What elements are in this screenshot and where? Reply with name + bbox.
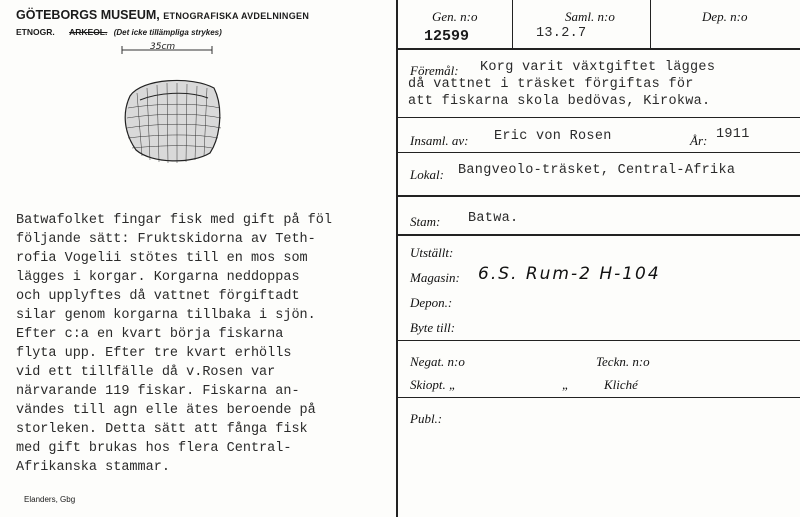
utstallt-label: Utställt:	[410, 245, 454, 260]
negat-label: Negat. n:o	[410, 354, 465, 369]
description-line: och upplyftes då vattnet förgiftadt	[16, 289, 300, 304]
saml-label: Saml. n:o	[565, 9, 615, 24]
stam-value: Batwa.	[468, 211, 519, 226]
description-text	[16, 211, 382, 477]
foremal-line: att fiskarna skola bedövas, Kirokwa.	[408, 94, 711, 109]
box-divider	[512, 0, 513, 48]
description-line: följande sätt: Fruktskidorna av Teth-	[16, 232, 316, 247]
foremal-line: då vattnet i träsket förgiftas för	[408, 77, 694, 92]
department-name: ETNOGRAFISKA AVDELNINGEN	[163, 11, 310, 21]
category-arkeol: ARKEOL.	[69, 27, 108, 37]
description-line: Batwafolket fingar fisk med gift på föl	[16, 213, 332, 228]
description-line: Efter c:a en kvart börja fiskarna	[16, 327, 284, 342]
strike-note: (Det icke tillämpliga strykes)	[113, 28, 222, 37]
description-line: flyta upp. Efter tre kvart erhölls	[16, 346, 292, 361]
sketch-measure: 35cm	[150, 42, 176, 52]
description-line: rofia Vogelii stötes till en mos som	[16, 251, 308, 266]
section-rule	[398, 340, 800, 341]
description-line: närvarande 119 fiskar. Fiskarna an-	[16, 384, 300, 399]
section-rule	[398, 117, 800, 118]
insaml-value: Eric von Rosen	[494, 129, 612, 144]
section-rule	[398, 397, 800, 398]
byte-label: Byte till:	[410, 320, 456, 335]
description-line: med gift brukas hos flera Central-	[16, 441, 292, 456]
lokal-label: Lokal:	[410, 167, 444, 182]
gen-label: Gen. n:o	[432, 9, 478, 24]
lokal-value: Bangveolo-träsket, Central-Afrika	[458, 163, 736, 178]
section-rule	[398, 152, 800, 153]
teckn-label: Teckn. n:o	[596, 354, 650, 369]
box-divider	[650, 0, 651, 48]
description-line: silar genom korgarna tillbaka i sjön.	[16, 308, 316, 323]
category-etnogr: ETNOGR.	[16, 27, 55, 37]
skiopt-label: Skiopt. „	[410, 377, 457, 392]
magasin-value: 6.S. Rum-2 H-104	[478, 264, 661, 284]
magasin-label: Magasin:	[410, 270, 460, 285]
description-line: vändes till agn elle ätes beroende på	[16, 403, 316, 418]
card-divider	[396, 0, 398, 517]
description-line: vid ett tillfälle då v.Rosen var	[16, 365, 276, 380]
kliche-label: Kliché	[604, 377, 638, 392]
description-line: storleken. Detta sätt att fånga fisk	[16, 422, 308, 437]
skiopt-mark: „	[562, 377, 570, 392]
printer-mark: Elanders, Gbg	[24, 495, 76, 504]
insaml-label: Insaml. av:	[410, 133, 469, 148]
publ-label: Publ.:	[410, 411, 443, 426]
ar-label: År:	[690, 133, 708, 148]
basket-sketch	[112, 38, 232, 168]
stam-label: Stam:	[410, 214, 441, 229]
foremal-line: Korg varit växtgiftet lägges	[480, 60, 716, 75]
description-line: Afrikanska stammar.	[16, 460, 170, 475]
header-rule	[398, 48, 800, 50]
museum-name: GÖTEBORGS MUSEUM, ETNOGRAFISKA AVDELNINGEN	[16, 8, 310, 22]
saml-value: 13.2.7	[536, 26, 587, 41]
foremal-label: Föremål:	[410, 63, 459, 78]
description-line: lägges i korgar. Korgarna neddoppas	[16, 270, 300, 285]
category-line	[16, 27, 222, 37]
ar-value: 1911	[716, 127, 750, 142]
depon-label: Depon.:	[410, 295, 453, 310]
section-rule	[398, 234, 800, 236]
dep-label: Dep. n:o	[702, 9, 748, 24]
section-rule	[398, 195, 800, 197]
gen-value: 12599	[424, 28, 470, 45]
